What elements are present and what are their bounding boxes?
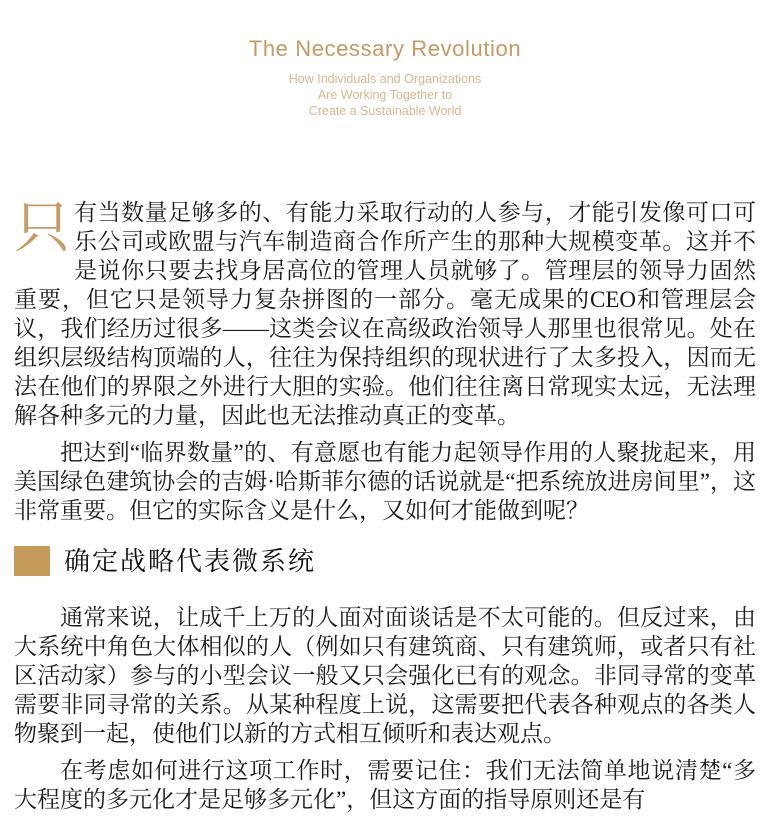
page-header [0, 0, 770, 119]
section-heading [14, 546, 756, 576]
paragraph-diversity: 在考虑如何进行这项工作时，需要记住：我们无法简单地说清楚“多大程度的多元化才是足够多元化”，但这方面的指导原则还是有 [14, 758, 756, 812]
dropcap-character: 只 [14, 198, 70, 260]
book-subtitle-line-2: Are Working Together to [317, 88, 453, 102]
book-title: The Necessary Revolution [248, 36, 522, 61]
paragraph-opening [14, 198, 756, 430]
paragraph-microcosm: 通常来说，让成千上万的人面对面谈话是不太可能的。但反过来，由大系统中角色大体相似的人（例如只有建筑商、只有建筑师，或者只有社区活动家）参与的小型会议一般又只会强化已有的观念。非同寻常的变革需要非同寻常的关系。从某种程度上说，这需要把代表各种观点的各类人物聚到一起，使他们以新的方式相互倾听和表达观点。 [14, 605, 756, 746]
paragraph-opening-text: 有当数量足够多的、有能力采取行动的人参与，才能引发像可口可乐公司或欧盟与汽车制造商合作所产生的那种大规模变革。这并不是说你只要去找身居高位的管理人员就够了。管理层的领导力固然重要，但它只是领导力复杂拼图的一部分。毫无成果的CEO和管理层会议，我们经历过很多——这类会议在高级政治领导人那里也很常见。处在组织层级结构顶端的人，往往为保持组织的现状进行了太多投入，因而无法在他们的界限之外进行大胆的实验。他们往往离日常现实太远，无法理解各种多元的力量，因此也无法推动真正的变革。 [14, 200, 756, 428]
paragraph-critical-mass: 把达到“临界数量”的、有意愿也有能力起领导作用的人聚拢起来，用美国绿色建筑协会的吉姆·哈斯菲尔德的话说就是“把系统放进房间里”，这非常重要。但它的实际含义是什么，又如何才能做到呢？ [14, 440, 756, 523]
section-heading-title: 确定战略代表微系统 [64, 546, 317, 576]
dropcap-box [14, 198, 70, 278]
book-subtitle-line-3: Create a Sustainable World [308, 104, 462, 118]
body-text [0, 198, 770, 814]
book-subtitle-line-1: How Individuals and Organizations [288, 72, 482, 86]
book-subtitle [0, 71, 770, 119]
heading-square-marker [14, 546, 50, 576]
